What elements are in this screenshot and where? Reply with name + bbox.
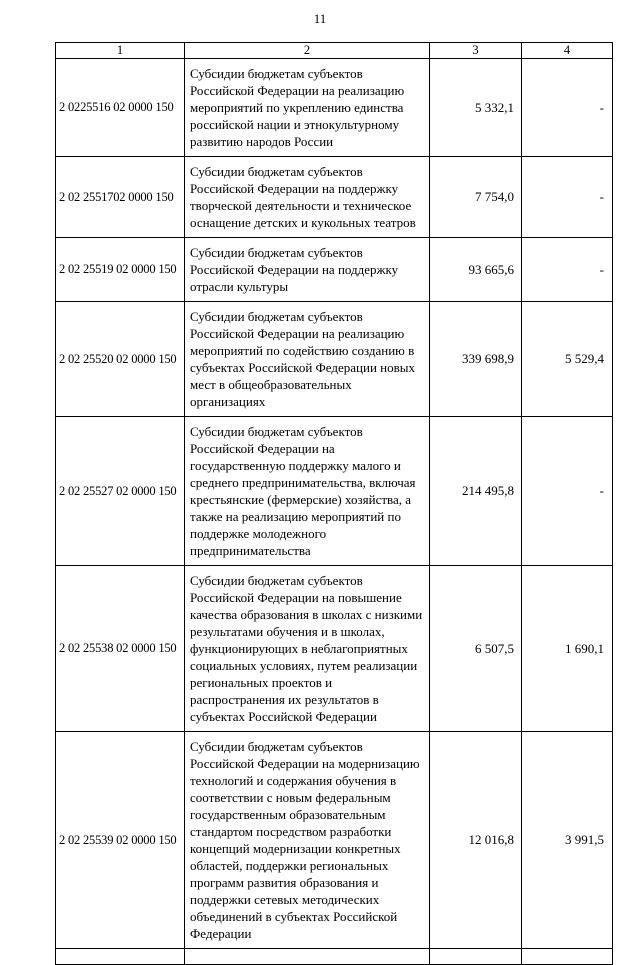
description-cell: Субсидии бюджетам субъектов Российской Федерации на реализацию мероприятий по содействию созданию в субъектах Российской Федерации новых мест в общеобразовательных организациях [185,302,430,417]
description-cell: Субсидии бюджетам субъектов Российской Федерации на государственную поддержку малого и среднего предпринимательства, включая крестьянские (фермерские) хозяйства, а также на реализацию мероприятий по поддержке молодежного предпринимательства [185,417,430,566]
code-cell: 2 02 25527 02 0000 150 [56,417,185,566]
column-header-2: 2 [185,43,430,59]
amount-secondary-cell: 3 991,5 [522,732,613,949]
amount-cell: 6 507,5 [430,566,522,732]
description-cell [185,949,430,965]
table-row [56,238,613,302]
amount-cell: 12 016,8 [430,732,522,949]
table-row [56,302,613,417]
code-cell: 2 02 25538 02 0000 150 [56,566,185,732]
amount-secondary-cell: 5 529,4 [522,302,613,417]
amount-secondary-cell: - [522,238,613,302]
description-cell: Субсидии бюджетам субъектов Российской Федерации на модернизацию технологий и содержания обучения в соответствии с новым федеральным государственным образовательным стандартом посредством разработки концепций модернизации конкретных областей, поддержки региональных программ развития образования и поддержки сетевых методических объединений в субъектах Российской Федерации [185,732,430,949]
table-row [56,417,613,566]
budget-table [55,42,613,965]
amount-cell: 214 495,8 [430,417,522,566]
description-cell: Субсидии бюджетам субъектов Российской Федерации на повышение качества образования в школах с низкими результатами обучения и в школах, функционирующих в неблагоприятных социальных условиях, путем реализации региональных проектов и распространения их результатов в субъектах Российской Федерации [185,566,430,732]
amount-secondary-cell: - [522,157,613,238]
code-cell: 2 02 25539 02 0000 150 [56,732,185,949]
empty-row [56,949,613,965]
amount-cell [430,949,522,965]
amount-secondary-cell: - [522,417,613,566]
amount-secondary-cell: 1 690,1 [522,566,613,732]
code-cell: 2 0225516 02 0000 150 [56,59,185,157]
page-number: 11 [313,11,327,26]
column-header-4: 4 [522,43,613,59]
table-row [56,157,613,238]
table-row [56,566,613,732]
amount-cell: 7 754,0 [430,157,522,238]
amount-cell: 339 698,9 [430,302,522,417]
table-row [56,59,613,157]
code-cell: 2 02 25519 02 0000 150 [56,238,185,302]
description-cell: Субсидии бюджетам субъектов Российской Федерации на поддержку творческой деятельности и техническое оснащение детских и кукольных театров [185,157,430,238]
column-header-1: 1 [56,43,185,59]
code-cell: 2 02 25520 02 0000 150 [56,302,185,417]
amount-cell: 93 665,6 [430,238,522,302]
table-row [56,732,613,949]
column-header-3: 3 [430,43,522,59]
code-cell [56,949,185,965]
table-header-row [56,43,613,59]
amount-secondary-cell [522,949,613,965]
code-cell: 2 02 2551702 0000 150 [56,157,185,238]
amount-cell: 5 332,1 [430,59,522,157]
description-cell: Субсидии бюджетам субъектов Российской Федерации на реализацию мероприятий по укреплению единства российской нации и этнокультурному развитию народов России [185,59,430,157]
amount-secondary-cell: - [522,59,613,157]
description-cell: Субсидии бюджетам субъектов Российской Федерации на поддержку отрасли культуры [185,238,430,302]
